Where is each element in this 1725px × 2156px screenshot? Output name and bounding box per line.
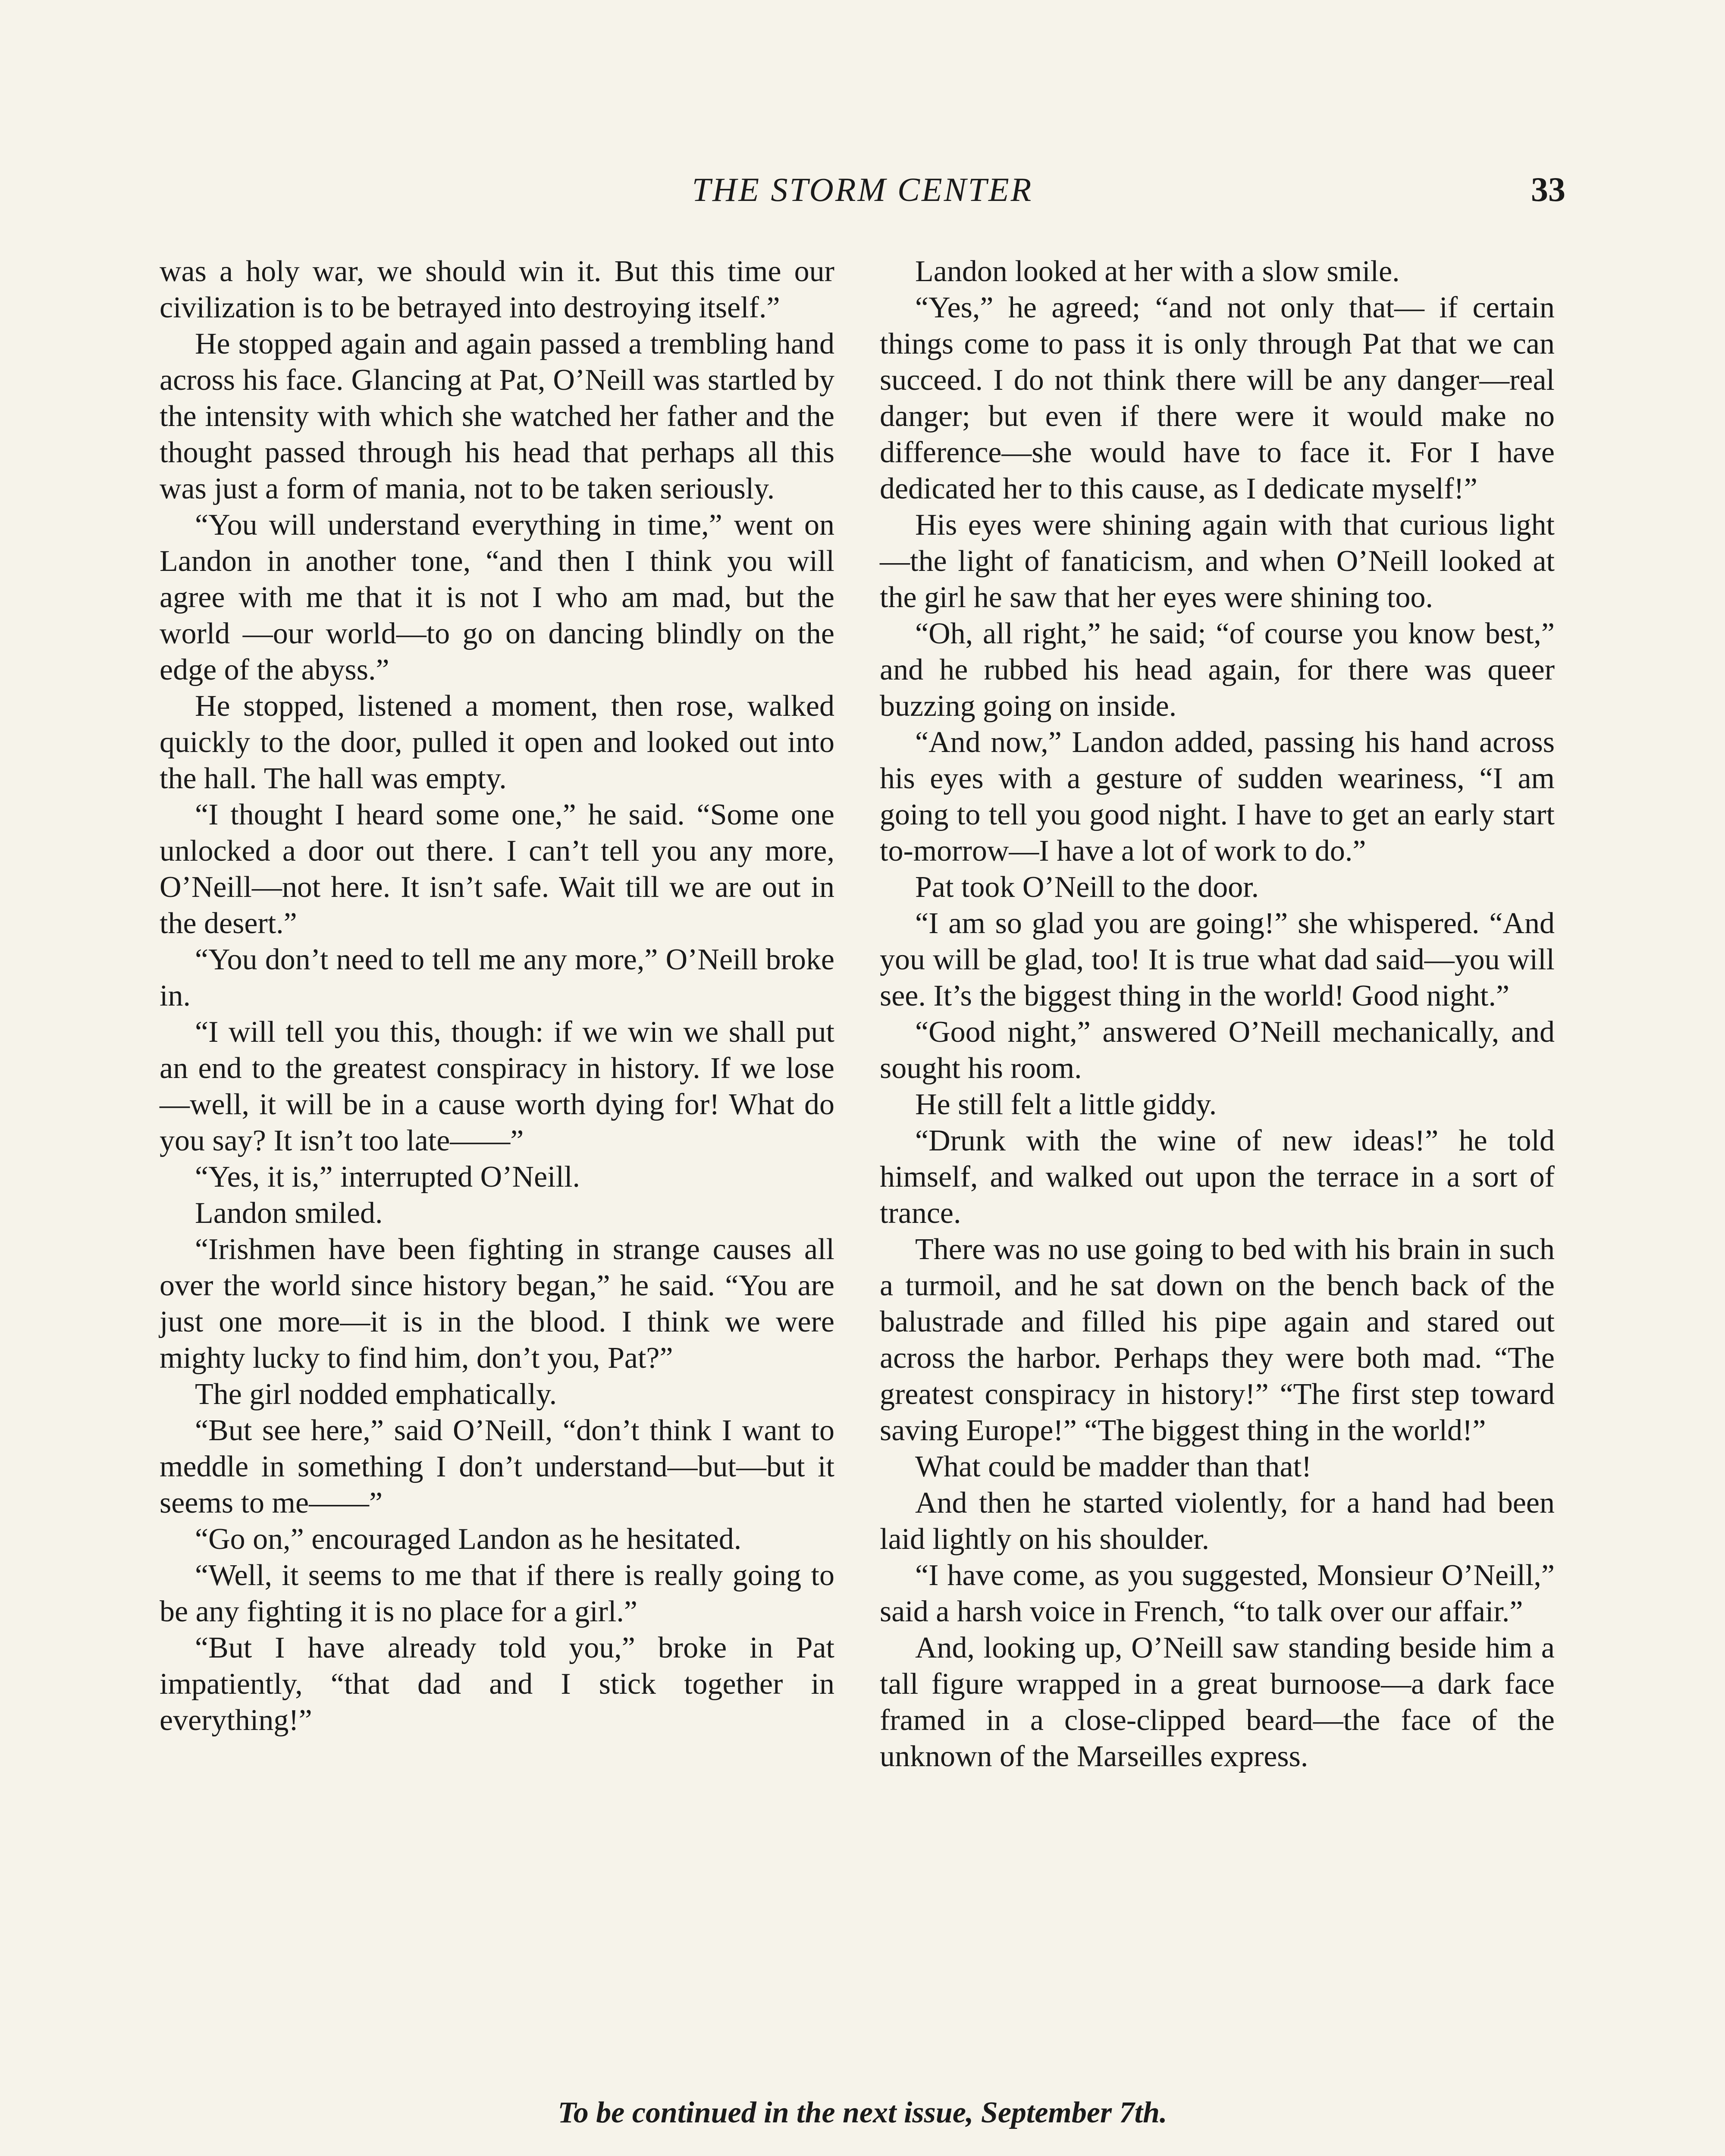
paragraph: And, looking up, O’Neill saw standing beside him a tall figure wrapped in a great burnoose—a dark face framed in a close-clipped beard—the face of the unknown of the Marseilles express.: [880, 1631, 1555, 1773]
paragraph: The girl nodded emphatically.: [195, 1378, 557, 1411]
page-number: 33: [1531, 171, 1565, 209]
paragraph: “But I have already told you,” broke in Pat impatiently, “that dad and I stick together in everything!”: [160, 1631, 834, 1737]
paragraph: “Yes, it is,” interrupted O’Neill.: [195, 1160, 580, 1194]
paragraph: There was no use going to bed with his brain in such a turmoil, and he sat down on the bench back of the balustrade and filled his pipe again and stared out across the harbor. Perhaps they were both mad. “The greatest conspiracy in history!” “The first step toward saving Europe!” “The biggest thing in the world!”: [880, 1233, 1555, 1447]
left-column: [160, 254, 834, 1739]
paragraph: “Drunk with the wine of new ideas!” he told himself, and walked out upon the terrace in a sort of trance.: [880, 1124, 1555, 1230]
paragraph: “Irishmen have been fighting in strange causes all over the world since history began,” he said. “You are just one more—it is in the blood. I think we were mighty lucky to find him, don’t you, Pat?”: [160, 1233, 834, 1375]
paragraph: “I thought I heard some one,” he said. “Some one unlocked a door out there. I can’t tell you any more, O’Neill—not here. It isn’t safe. Wait till we are out in the desert.”: [160, 798, 834, 940]
paragraph: “I have come, as you suggested, Monsieur O’Neill,” said a harsh voice in French, “to talk over our affair.”: [880, 1559, 1555, 1628]
page-header: [160, 170, 1565, 222]
paragraph: Pat took O’Neill to the door.: [915, 871, 1259, 904]
paragraph: His eyes were shining again with that curious light—the light of fanaticism, and when O’Neill looked at the girl he saw that her eyes were shining too.: [880, 508, 1555, 614]
paragraph: Landon smiled.: [195, 1197, 383, 1230]
continued-notice: To be continued in the next issue, September 7th.: [558, 2096, 1167, 2129]
right-column: [880, 254, 1555, 1775]
paragraph: He stopped, listened a moment, then rose, walked quickly to the door, pulled it open and looked out into the hall. The hall was empty.: [160, 689, 834, 795]
paragraph: “Go on,” encouraged Landon as he hesitated.: [195, 1523, 742, 1556]
running-title: THE STORM CENTER: [692, 171, 1033, 208]
paragraph: He stopped again and again passed a trembling hand across his face. Glancing at Pat, O’Neill was startled by the intensity with which she watched her father and the thought passed through his head that perhaps all this was just a form of mania, not to be taken seriously.: [160, 327, 834, 505]
paragraph: And then he started violently, for a hand had been laid lightly on his shoulder.: [880, 1486, 1555, 1556]
paragraph: Landon looked at her with a slow smile.: [915, 255, 1400, 288]
paragraph: “You don’t need to tell me any more,” O’Neill broke in.: [160, 943, 834, 1012]
paragraph: He still felt a little giddy.: [915, 1088, 1217, 1121]
paragraph: was a holy war, we should win it. But this time our civilization is to be betrayed into destroying itself.”: [160, 255, 834, 324]
paragraph: “Yes,” he agreed; “and not only that— if certain things come to pass it is only through Pat that we can succeed. I do not think there will be any danger—real danger; but even if there were it would make no difference—she would have to face it. For I have dedicated her to this cause, as I dedicate myself!”: [880, 291, 1555, 505]
paragraph: “And now,” Landon added, passing his hand across his eyes with a gesture of sudden weariness, “I am going to tell you good night. I have to get an early start to-morrow—I have a lot of work to do.”: [880, 726, 1555, 868]
paragraph: “I am so glad you are going!” she whispered. “And you will be glad, too! It is true what dad said—you will see. It’s the biggest thing in the world! Good night.”: [880, 907, 1555, 1012]
paragraph: “I will tell you this, though: if we win we shall put an end to the greatest conspiracy in history. If we lose—well, it will be in a cause worth dying for! What do you say? It isn’t too late——”: [160, 1015, 834, 1157]
paragraph: “Oh, all right,” he said; “of course you know best,” and he rubbed his head again, for there was queer buzzing going on inside.: [880, 617, 1555, 723]
paragraph: What could be madder than that!: [915, 1450, 1312, 1483]
paragraph: “You will understand everything in time,” went on Landon in another tone, “and then I think you will agree with me that it is not I who am mad, but the world —our world—to go on dancing blindly on the edge of the abyss.”: [160, 508, 834, 686]
paragraph: “Well, it seems to me that if there is really going to be any fighting it is no place for a girl.”: [160, 1559, 834, 1628]
paragraph: “Good night,” answered O’Neill mechanically, and sought his room.: [880, 1015, 1555, 1085]
paragraph: “But see here,” said O’Neill, “don’t think I want to meddle in something I don’t understand—but—but it seems to me——”: [160, 1414, 834, 1520]
